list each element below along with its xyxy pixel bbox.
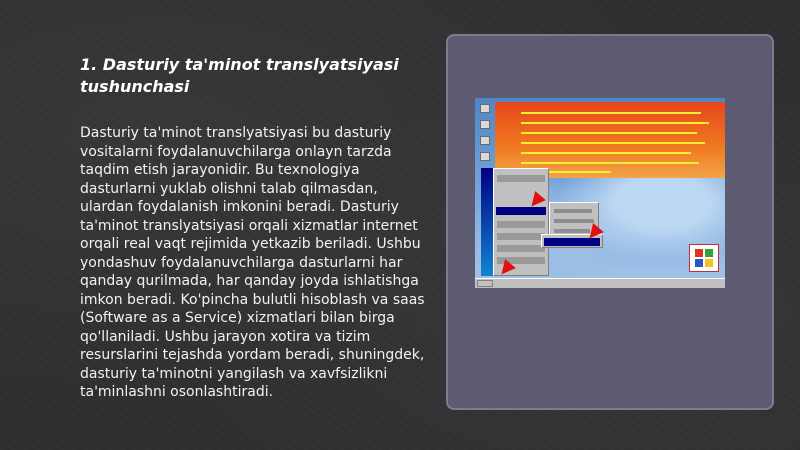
- slide-title: 1. Dasturiy ta'minot translyatsiyasi tushunchasi: [80, 55, 399, 96]
- banner-text-line: [521, 112, 701, 114]
- submenu-item: [554, 209, 592, 213]
- start-menu-item: [497, 175, 545, 182]
- banner-text-line: [521, 132, 697, 134]
- banner-text-line: [521, 122, 709, 124]
- instruction-banner: [495, 102, 725, 178]
- start-menu-item: [497, 233, 545, 240]
- start-menu-item: [497, 221, 545, 228]
- banner-text-line: [521, 142, 705, 144]
- desktop-icon: [480, 152, 490, 161]
- start-menu: [493, 168, 549, 276]
- slide-body: Dasturiy ta'minot translyatsiyasi bu dasturiy vositalarni foydalanuvchilarga onlayn tarzda taqdim etish jarayonidir. Bu texnologiya dasturlarni yuklab olishni talab qilmasdan, ulardan foydalanish imkonini beradi. Dasturiy ta'minot translyatsiyasi orqali xizmatlar internet orqali real vaqt rejimida yetkazib beriladi. Ushbu yondashuv foydalanuvchilarga dasturlarni har qanday qurilmada, har qanday joyda ishlatishga imkon beradi. Ko'pincha bulutli hisoblash va saas (Software as a Service) xizmatlari bilan birga qo'llaniladi. Ushbu jarayon xotira va tizim resurslarini tejashda yordam beradi, shuningdek, dasturiy ta'minotni yangilash va xavfsizlikni ta'minlashni osonlashtiradi.: [80, 125, 425, 400]
- submenu-item: [554, 219, 594, 223]
- desktop-icon: [480, 136, 490, 145]
- start-menu-sidebar: [481, 168, 493, 276]
- windows-desktop-screenshot: [475, 98, 725, 288]
- desktop-icon: [480, 104, 490, 113]
- taskbar: [475, 278, 725, 288]
- banner-text-line: [521, 162, 699, 164]
- start-button: [477, 280, 493, 287]
- desktop-icon: [480, 120, 490, 129]
- start-menu-item: [497, 245, 545, 252]
- banner-text-line: [521, 152, 691, 154]
- windows-logo-icon: [689, 244, 719, 272]
